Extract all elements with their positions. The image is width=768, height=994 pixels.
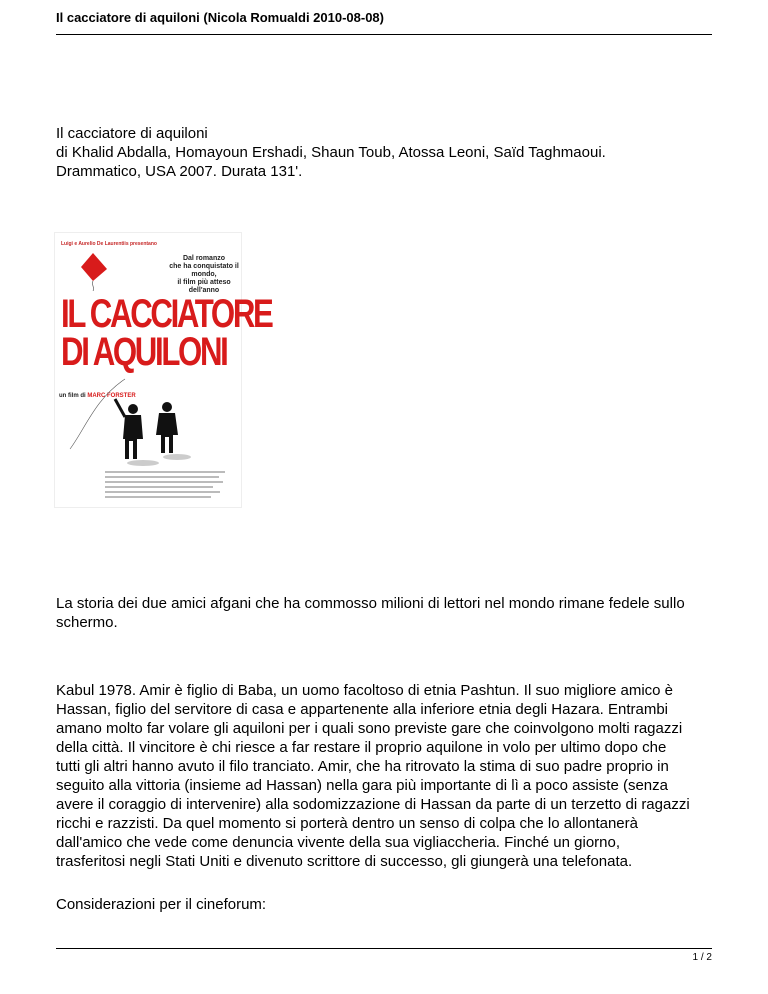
paragraph-line: trasferitosi negli Stati Uniti e divenuto scrittore di successo, gli giungerà una telefonata. <box>56 853 633 870</box>
poster-tagline <box>169 255 239 295</box>
paragraph-line: dall'amico che vede come denuncia vivente della sua vigliaccheria. Finché un giorno, <box>56 834 621 851</box>
poster-director-prefix: un film di <box>59 393 86 399</box>
film-genre-duration: Drammatico, USA 2007. Durata 131'. <box>56 163 303 180</box>
paragraph-line: della città. Il vincitore è chi riesce a far restare il proprio aquilone in volo per ultimo dopo che <box>56 739 667 756</box>
footer-rule <box>56 948 712 949</box>
paragraph-line: tutti gli altri hanno avuto il filo tranciato. Amir, che ha ritrovato la stima di suo padre proprio in <box>56 758 669 775</box>
header-rule <box>56 34 712 35</box>
paragraph-line: amano molto far volare gli aquiloni per i quali sono previste gare che coinvolgono molti ragazzi <box>56 720 683 737</box>
page-number: 1 / 2 <box>692 952 712 963</box>
page-header-title: Il cacciatore di aquiloni (Nicola Romualdi 2010-08-08) <box>56 10 384 25</box>
paragraph-line: Hassan, figlio del servitore di casa e appartenente alla inferiore etnia degli Hazara. Entrambi <box>56 701 669 718</box>
paragraph-line: Kabul 1978. Amir è figlio di Baba, un uomo facoltoso di etnia Pashtun. Il suo migliore amico è <box>56 682 674 699</box>
paragraph-line: La storia dei due amici afgani che ha commosso milioni di lettori nel mondo rimane fedele sullo <box>56 595 685 612</box>
poster-title-line2: DI AQUILONI <box>61 330 227 374</box>
considerations-heading: Considerazioni per il cineforum: <box>56 896 267 913</box>
plot-paragraph <box>56 681 716 871</box>
paragraph-line: schermo. <box>56 614 118 631</box>
poster-tagline-line: il film più atteso dell'anno <box>177 279 231 294</box>
film-title: Il cacciatore di aquiloni <box>56 125 208 142</box>
poster-title-line1: IL CACCIATORE <box>61 292 272 336</box>
poster-tagline-line: Dal romanzo <box>182 255 225 262</box>
tagline-paragraph <box>56 594 716 632</box>
silhouettes-illustration <box>65 369 235 469</box>
film-info <box>56 124 716 181</box>
movie-poster <box>54 232 272 508</box>
poster-tagline-line: che ha conquistato il mondo, <box>169 263 239 278</box>
kite-icon <box>73 251 113 291</box>
paragraph-line: ricchi e razzisti. Da quel momento si porterà dentro un senso di colpa che lo allontanerà <box>56 815 638 832</box>
paragraph-line: avere il coraggio di intervenire) alla sodomizzazione di Hassan da parte di un terzetto di ragazzi <box>56 796 690 813</box>
paragraph-line: seguito alla vittoria (insieme ad Hassan) nella gara più importante di lì a poco assiste (senza <box>56 777 668 794</box>
poster-presenter: Luigi e Aurelio De Laurentiis presentano <box>61 241 157 247</box>
film-cast: di Khalid Abdalla, Homayoun Ershadi, Shaun Toub, Atossa Leoni, Saïd Taghmaoui. <box>56 144 606 161</box>
poster-credits <box>105 471 225 501</box>
poster-director-name: MARC FORSTER <box>87 393 136 399</box>
